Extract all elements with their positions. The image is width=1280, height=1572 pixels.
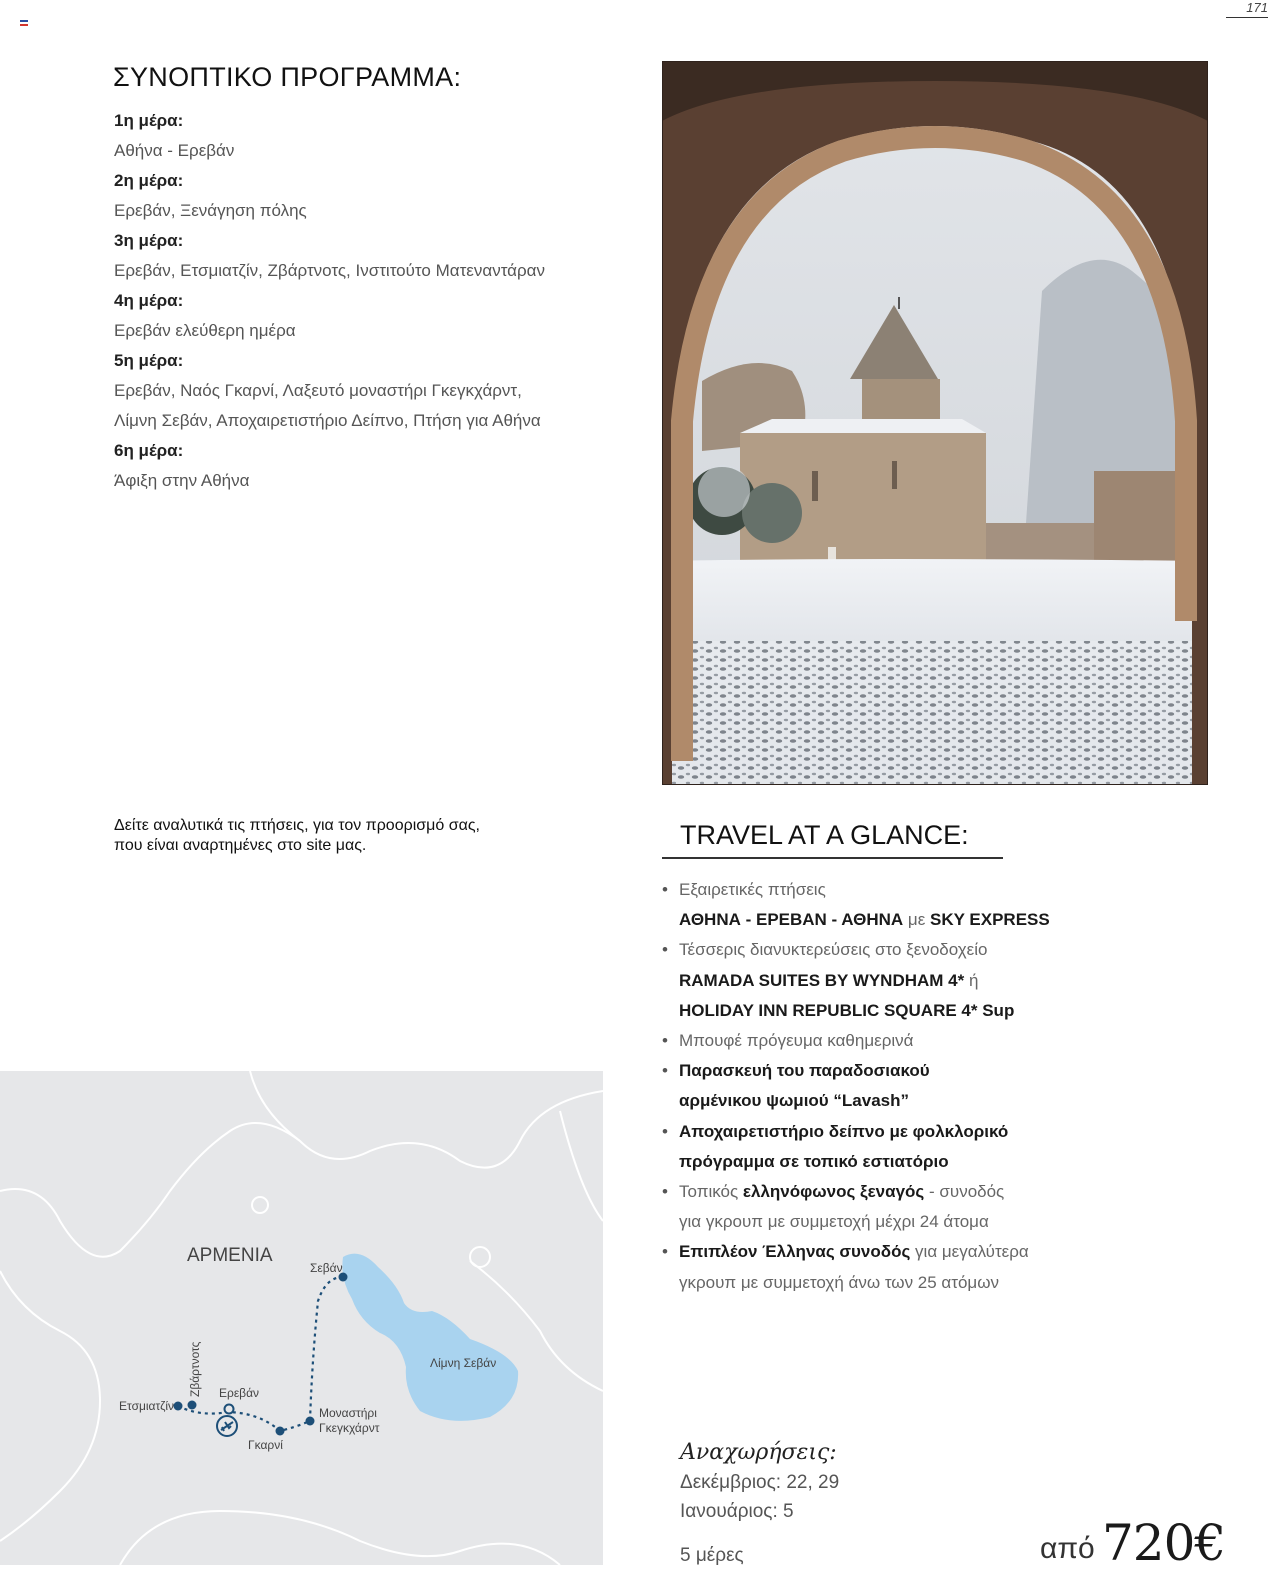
glance-text: Εξαιρετικές πτήσεις [679,880,826,899]
glance-list [662,875,1182,1298]
glance-item [662,875,1182,935]
glance-hotel: HOLIDAY INN REPUBLIC SQUARE 4* Sup [679,1000,1015,1020]
program-title: ΣΥΝΟΠΤΙΚΟ ΠΡΟΓΡΑΜΜΑ: [113,62,462,92]
yerevan-marker [225,1405,234,1414]
bullet-icon: • [662,880,668,899]
bullet-icon: • [662,1182,668,1202]
glance-item [662,1026,1182,1056]
country-label: ΑΡΜΕΝΙΑ [187,1245,273,1266]
monastery-photo [662,61,1208,785]
day-text: Άφιξη στην Αθήνα [114,471,250,490]
geghard-marker [306,1417,315,1426]
geghard-label-1: Μοναστήρι [319,1406,377,1420]
day-label: 4η μέρα: [114,291,184,310]
program-days [114,106,634,496]
yerevan-label: Ερεβάν [219,1386,260,1400]
glance-airline: SKY EXPRESS [930,910,1050,930]
flights-note-line: Δείτε αναλυτικά τις πτήσεις, για τον προορισμό σας, [114,817,480,834]
etchmiadzin-label: Ετσμιατζίν [119,1399,175,1413]
glance-text: με [907,910,926,930]
trip-duration: 5 μέρες [680,1545,744,1566]
day-text: Ερεβάν ελεύθερη ημέρα [114,321,296,340]
bullet-icon: • [662,940,668,960]
flag-icon [20,20,28,26]
glance-item [662,1117,1182,1177]
day-text: Ερεβάν, Ετσμιατζίν, Ζβάρτνοτς, Ινστιτούτο Ματεναντάραν [114,261,546,280]
day-label: 2η μέρα: [114,171,184,190]
garni-label: Γκαρνί [248,1438,283,1452]
glance-item [662,935,1182,1026]
glance-text: πρόγραμμα σε τοπικό εστιατόριο [679,1151,949,1171]
glance-text: γκρουπ με συμμετοχή άνω των 25 ατόμων [679,1272,999,1292]
bullet-icon: • [662,1061,668,1081]
glance-text: Μπουφέ πρόγευμα καθημερινά [679,1031,914,1051]
day-text: Ερεβάν, Ξενάγηση πόλης [114,201,307,220]
flights-note [114,816,554,856]
day-label: 6η μέρα: [114,441,184,460]
day-label: 5η μέρα: [114,351,184,370]
bullet-icon: • [662,1031,668,1051]
bullet-icon: • [662,1121,668,1141]
glance-text: για μεγαλύτερα [915,1242,1029,1262]
glance-text: ελληνόφωνος ξεναγός [742,1182,925,1202]
armenia-map [0,1071,603,1565]
departures-january: Ιανουάριος: 5 [680,1501,794,1522]
glance-text: - συνοδός [929,1182,1005,1202]
zvartnots-label: Ζβάρτνοτς [188,1341,202,1397]
glance-item [662,1056,1182,1116]
garni-marker [276,1427,285,1436]
glance-hotel: RAMADA SUITES BY WYNDHAM 4* [679,970,965,990]
bullet-icon: • [662,1242,668,1262]
lake-label: Λίμνη Σεβάν [430,1356,497,1370]
zvartnots-marker [188,1401,197,1410]
departures-december: Δεκέμβριος: 22, 29 [680,1472,840,1493]
glance-text: Αποχαιρετιστήριο δείπνο με φολκλορικό [679,1121,1009,1141]
etchmiadzin-marker [174,1402,183,1411]
page-number: 171 [1226,0,1268,18]
glance-route: ΑΘΗΝΑ - ΕΡΕΒΑΝ - ΑΘΗΝΑ [679,910,904,930]
day-label: 3η μέρα: [114,231,184,250]
glance-text: Επιπλέον Έλληνας συνοδός [679,1242,911,1262]
glance-title: TRAVEL AT A GLANCE: [680,820,969,850]
glance-item [662,1177,1182,1237]
map-land [0,1071,603,1565]
price-prefix: από [1040,1532,1095,1565]
flights-note-line: που είναι αναρτημένες στο site μας. [114,837,367,854]
glance-item [662,1237,1182,1297]
glance-text: Τέσσερις διανυκτερεύσεις στο ξενοδοχείο [679,940,988,960]
day-text: Λίμνη Σεβάν, Αποχαιρετιστήριο Δείπνο, Πτήση για Αθήνα [114,411,541,430]
glance-text: ή [968,970,979,990]
glance-text: Παρασκευή του παραδοσιακού [679,1061,930,1081]
day-text: Αθήνα - Ερεβάν [114,141,235,160]
glance-text: Τοπικός [679,1182,739,1202]
departures-title: Αναχωρήσεις: [680,1440,837,1465]
glance-text: αρμένικου ψωμιού “Lavash” [679,1091,910,1111]
sevan-label: Σεβάν [310,1261,343,1275]
geghard-label-2: Γκεγκχάρντ [319,1421,380,1435]
glance-underline [662,857,1003,859]
day-label: 1η μέρα: [114,111,184,130]
day-text: Ερεβάν, Ναός Γκαρνί, Λαξευτό μοναστήρι Γκεγκχάρντ, [114,381,522,400]
price-value: 720€ [1102,1514,1226,1572]
glance-text: για γκρουπ με συμμετοχή μέχρι 24 άτομα [679,1212,989,1232]
